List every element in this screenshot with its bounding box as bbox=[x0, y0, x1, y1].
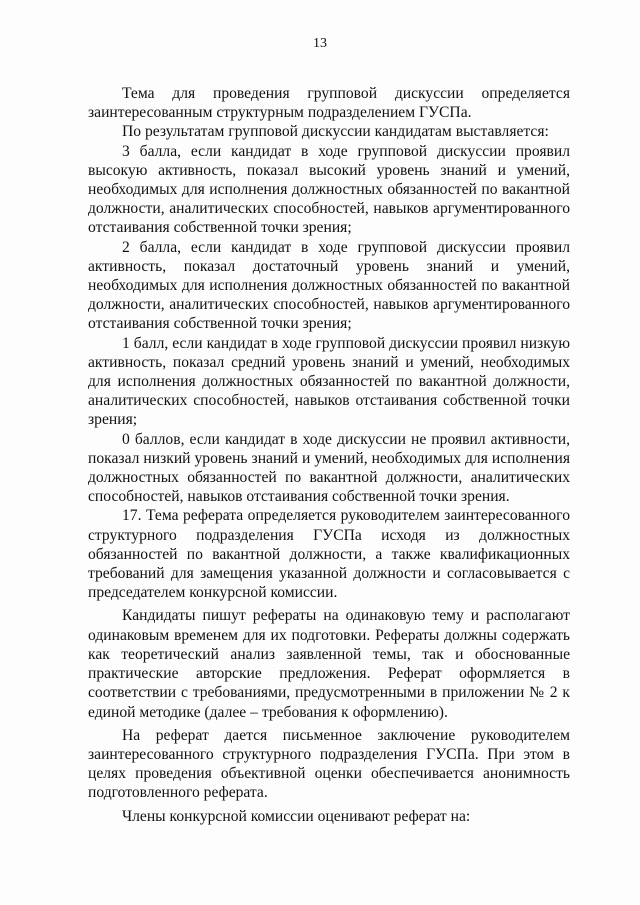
paragraph-score-1: 1 балл, если кандидат в ходе групповой дискуссии проявил низкую активность, показал средний уровень знаний и умений, необходимых для исполнения должностных обязанностей по вакантной должности, аналитических способностей, навыков отстаивания собственной точки зрения; bbox=[88, 334, 570, 429]
paragraph-discussion-results: По результатам групповой дискуссии кандидатам выставляется: bbox=[122, 123, 549, 141]
paragraph-item-17: 17. Тема реферата определяется руководителем заинтересованного структурного подразделения ГУСПа исходя из должностных обязанностей по вакантной должности, а также квалификационных требований для замещения указанной должности и согласовывается с председателем конкурсной комиссии. bbox=[88, 507, 570, 602]
page-number: 13 bbox=[313, 36, 327, 51]
paragraph-essay-review: На реферат дается письменное заключение руководителем заинтересованного структурного подразделения ГУСПа. При этом в целях проведения объективной оценки обеспечивается анонимность подготовленного реферата. bbox=[88, 726, 570, 802]
paragraph-score-0: 0 баллов, если кандидат в ходе дискуссии не проявил активности, показал низкий уровень знаний и умений, необходимых для исполнения должностных обязанностей по вакантной должности, аналитических способностей, навыков отстаивания собственной точки зрения. bbox=[88, 430, 570, 506]
paragraph-discussion-topic: Тема для проведения групповой дискуссии определяется заинтересованным структурным подразделением ГУСПа. bbox=[88, 85, 570, 122]
paragraph-commission-evaluation: Члены конкурсной комиссии оценивают реферат на: bbox=[122, 807, 471, 825]
paragraph-score-3: 3 балла, если кандидат в ходе групповой дискуссии проявил высокую активность, показал высокий уровень знаний и умений, необходимых для исполнения должностных обязанностей по вакантной должности, аналитических способностей, навыков аргументированного отстаивания собственной точки зрения; bbox=[88, 142, 570, 237]
document-body bbox=[88, 84, 570, 826]
paragraph-score-2: 2 балла, если кандидат в ходе групповой дискуссии проявил активность, показал достаточный уровень знаний и умений, необходимых для исполнения должностных обязанностей по вакантной должности, аналитических способностей, навыков аргументированного отстаивания собственной точки зрения; bbox=[88, 238, 570, 333]
paragraph-essay-requirements: Кандидаты пишут рефераты на одинаковую тему и располагают одинаковым временем для их подготовки. Рефераты должны содержать как теоретический анализ заявленной темы, так и обоснованные практические авторские предложения. Реферат оформляется в соответствии с требованиями, предусмотренными в приложении № 2 к единой методике (далее – требования к оформлению). bbox=[88, 607, 570, 721]
